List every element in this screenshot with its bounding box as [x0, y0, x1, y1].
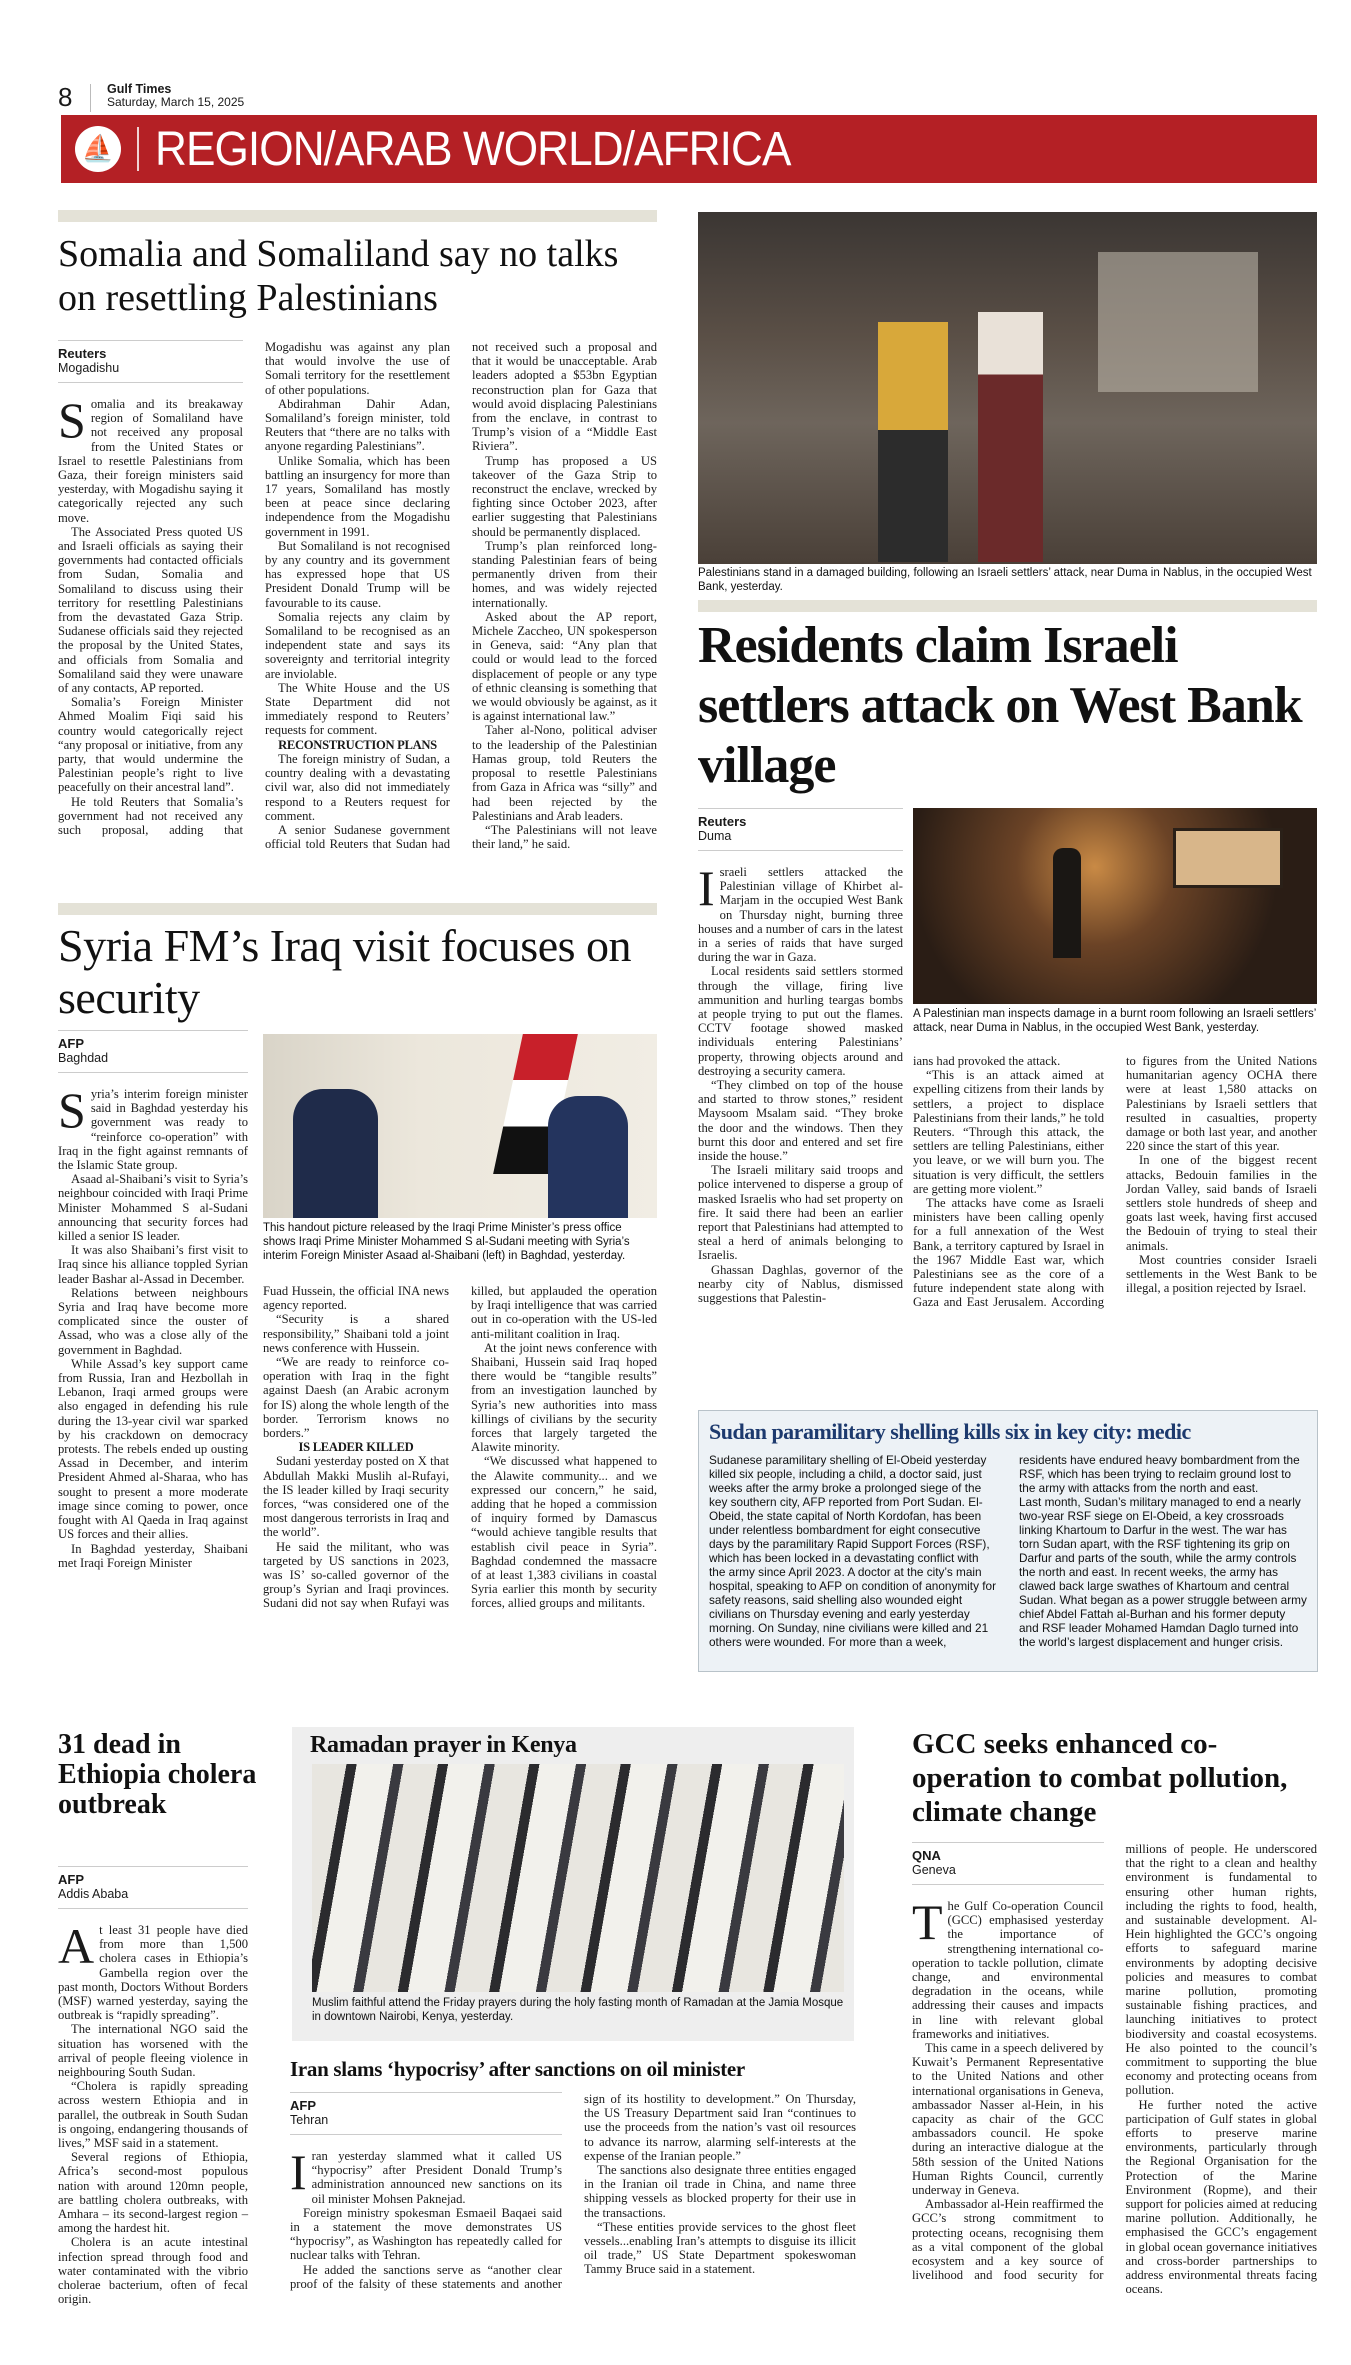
paragraph: “Cholera is rapidly spreading across western Ethiopia and in parallel, the outbreak in South Sudan is ongoing, endangering thousands of lives,” MSF said in a statement. — [58, 2079, 248, 2151]
byline — [912, 1842, 1104, 1885]
article-ethiopia — [58, 1866, 248, 2306]
agency: Reuters — [698, 814, 747, 829]
paragraph: Last month, Sudan’s military managed to end a nearly two-year RSF siege on El-Obeid, a key crossroads linking Khartoum to Darfur in the west. The war has torn Sudan apart, with the RSF tightening its grip on Darfur and parts of the south, while the army controls the north and east. In recent weeks, the army has clawed back large swathes of Khartoum and central Sudan. What began as a power struggle between army chief Abdel Fattah al-Burhan and his former deputy and RSF leader Mohamed Hamdan Daglo turned into the world’s largest displacement and hunger crisis. — [1019, 1495, 1307, 1649]
article-westbank-cols23 — [913, 1054, 1317, 1310]
paragraph: Relations between neighbours Syria and Iraq have become more complicated since the ouster of Assad, who was a close ally of the government in Baghdad. — [58, 1285, 248, 1357]
section-title: REGION/ARAB WORLD/AFRICA — [155, 122, 791, 176]
paragraph: The Gulf Co-operation Council (GCC) emphasised yesterday the importance of strengthening international co-operation to tackle pollution, climate change, and environmental degradation in the oceans, while addressing their causes and impacts in line with relevant global frameworks and initiatives. — [912, 1894, 1104, 2041]
article-somalia — [58, 340, 657, 851]
paragraph: The Israeli military said troops and police intervened to disperse a group of masked Israelis who had set property on fire. It said there had been an earlier report that Palestinians had attempted to steal a herd of animals belonging to Israelis. — [698, 1163, 903, 1263]
divider — [137, 127, 139, 171]
paragraph: At least 31 people have died from more than 1,500 cholera cases in Ethiopia’s Gambella region over the past month, Doctors Without Borders (MSF) warned yesterday, saying the outbreak is “rapidly spreading”. — [58, 1918, 248, 2023]
photo-ramadan-prayer — [312, 1764, 844, 1992]
byline — [58, 1866, 248, 1909]
headline-somalia: Somalia and Somaliland say no talks on resettling Palestinians — [58, 233, 619, 319]
byline — [58, 340, 243, 383]
article-body — [913, 1054, 1317, 1310]
paragraph: But Somaliland is not recognised by any country and its government has expressed hope that US President Donald Trump will be favourable to its cause. — [265, 538, 450, 610]
paragraph: The foreign ministry of Sudan, a country dealing with a devastating civil war, also did not immediately respond to a Reuters request for comment. — [265, 751, 450, 823]
paragraph: Somalia and its breakaway region of Somaliland have not received any proposal from the United States or Israel to resettle Palestinians from Gaza, their foreign ministers said yesterday, with Mogadishu saying it categorically rejected any such move. — [58, 392, 243, 525]
paragraph: He added the sanctions serve as “another clear proof of the falsity of these statements and another sign of its hostility to development.” On Thursday, the US Treasury Department said Iran “continues to use the proceeds from the nation’s vast oil resources to advance its narrow, alarming self-interests at the expense of the Iranian people.” — [290, 2092, 856, 2291]
headline-kenya: Ramadan prayer in Kenya — [310, 1732, 577, 1758]
paragraph: The international NGO said the situation has worsened with the arrival of people fleeing violence in neighbouring South Sudan. — [58, 2022, 248, 2080]
paragraph: Ambassador al-Hein reaffirmed the GCC’s strong commitment to protecting oceans, recognising them as a vital component of the global ecosystem and a key source of livelihood and food security for millions of people. He underscored that the right to a clean and healthy environment is fundamental to ensuring other human rights, including the rights to food, health, and sustainable development. Al-Hein highlighted the GCC’s ongoing efforts to safeguard marine environments by adopting decisive policies and measures to combat marine pollution, promoting sustainable fishing practices, and launching initiatives to protect biodiversity and coastal ecosystems. He also pointed to the council’s commitment to supporting the blue economy and protecting oceans from pollution. — [912, 1842, 1317, 2283]
paragraph: Trump has proposed a US takeover of the Gaza Strip to reconstruct the enclave, wrecked by fighting since October 2023, after earlier suggesting that Palestinians should be permanently displaced. — [472, 453, 657, 539]
article-gcc — [912, 1842, 1317, 2297]
paragraph: “We discussed what happened to the Alawite community... and we expressed our concern,” he said, adding that he hoped a commission of inquiry formed by Damascus “would achieve tangible results that establish civil peace in Syria”. Baghdad condemned the massacre of at least 1,383 civilians in coastal Syria earlier this month by security forces, allied groups and militants. — [471, 1454, 657, 1611]
paragraph: “Security is a shared responsibility,” Shaibani told a joint news conference with Hussein. — [263, 1312, 449, 1355]
paragraph: “These entities provide services to the ghost fleet vessels...enabling Iran’s attempts to disguise its illicit oil trade,” US State Department spokeswoman Tammy Bruce said in a statement. — [584, 2219, 856, 2277]
article-iran — [290, 2092, 856, 2291]
photo-caption: Muslim faithful attend the Friday prayers during the holy fasting month of Ramadan at the Jamia Mosque in downtown Nairobi, Kenya, yesterday. — [312, 1997, 844, 2024]
dhow-boat-icon: ⛵ — [75, 126, 121, 172]
paragraph: The sanctions also designate three entities engaged in the Iranian oil trade in China, and name three shipping vessels as blocked property for their use in the transactions. — [584, 2163, 856, 2220]
paragraph: In one of the biggest recent attacks, Bedouin families in the Jordan Valley, said bands of Israeli settlers stole hundreds of sheep and goats last week, having first accused the Bedouin of trying to steal their animals. — [1126, 1153, 1317, 1253]
paragraph: He said the militant, who was targeted by US sanctions in 2023, was IS’ so-called governor of the group’s Syrian and Iraqi provinces. Sudani did not say when Rufayi was killed, but applauded the operation by Iraqi intelligence that was carried out in co-operation with the US-led anti-militant coalition in Iraq. — [263, 1284, 657, 1611]
article-westbank-col1 — [698, 808, 903, 1305]
paragraph: The attacks have come as Israeli ministers have been calling openly for a full annexation of the West Bank, a territory captured by Israel in the 1967 Middle East war, which Palestinians see as the core of a future independent state along with Gaza and East Jerusalem. According to figures from the United Nations humanitarian agency OCHA there were at least 1,580 attacks on Palestinians by Israeli settlers that resulted in casualties, property damage or both last year, and another 220 since the start of this year. — [913, 1054, 1317, 1310]
dateline: Addis Ababa — [58, 1887, 129, 1901]
publication-info — [107, 83, 244, 109]
dateline: Baghdad — [58, 1051, 109, 1065]
paragraph: Somalia rejects any claim by Somaliland to be recognised as an independent state and says its sovereignty and territorial integrity are inviolable. — [265, 609, 450, 681]
issue-date: Saturday, March 15, 2025 — [107, 95, 245, 109]
page-number: 8 — [58, 82, 73, 112]
publication-name: Gulf Times — [107, 82, 172, 96]
paragraph: Iran yesterday slammed what it called US “hypocrisy” after President Donald Trump’s administration announced new sanctions on its oil minister Mohsen Paknejad. — [290, 2144, 562, 2206]
divider — [58, 210, 657, 222]
agency: AFP — [58, 1872, 84, 1887]
paragraph: A senior Sudanese government official told Reuters that Sudan had not received such a proposal and that it would be unacceptable. Arab leaders adopted a $53bn Egyptian reconstruction plan for Gaza that would avoid displacing Palestinians from the enclave, in contrast to Trump’s vision of a “Middle East Riviera”. — [265, 340, 657, 852]
paragraph: While Assad’s key support came from Russia, Iran and Hezbollah in Lebanon, Iraqi armed groups were also engaged in defending his rule during the 13-year civil war sparked by his crackdown on democracy protests. The rebels ended up ousting Assad in December, and interim President Ahmed al-Sharaa, who has sought to present a more moderate image since coming to power, once fought with Al Qaeda in Iraq against US forces and their allies. — [58, 1356, 248, 1542]
article-body — [58, 1918, 248, 2307]
paragraph: Several regions of Ethiopia, Africa’s second-most populous nation with around 120mn people, are battling cholera outbreaks, with Amhara – its second-largest region – among the hardest hit. — [58, 2150, 248, 2236]
paragraph: “This is an attack aimed at expelling citizens from their lands by settlers, a project to displace Palestinians from their lands,” he told Reuters. “Through this attack, the settlers are telling Palestinians, either you leave, or we will burn you. The situation is very difficult, the settlers are getting more violent.” — [913, 1068, 1104, 1196]
subheading: IS LEADER KILLED — [298, 1440, 414, 1455]
paragraph: Cholera is an acute intestinal infection spread through food and water contaminated with the vibrio cholerae bacterium, often of fecal origin. — [58, 2235, 248, 2307]
agency: AFP — [58, 1036, 84, 1051]
paragraph: Asked about the AP report, Michele Zaccheo, UN spokesperson in Geneva, said: “Any plan that could or would lead to the forced displacement of people or any type of ethnic cleansing is something that we would obviously be against, as it is against international law.” — [472, 609, 657, 724]
photo-damaged-building — [698, 212, 1317, 564]
dateline: Duma — [698, 829, 732, 843]
headline-iran: Iran slams ‘hypocrisy’ after sanctions on oil minister — [290, 2057, 745, 2081]
divider — [58, 903, 657, 915]
paragraph: Foreign ministry spokesman Esmaeil Baqaei said in a statement the move demonstrates US “hypocrisy”, as Washington has repeatedly called for nuclear talks with Tehran. — [290, 2205, 562, 2263]
photo-caption: This handout picture released by the Iraqi Prime Minister’s press office shows Iraqi Prime Minister Mohammed S al-Sudani meeting with Syria’s interim Foreign Minister Asaad al-Shaibani (left) in Baghdad, yesterday. — [263, 1222, 630, 1262]
article-body — [263, 1284, 657, 1611]
headline-ethiopia: 31 dead in Ethiopia cholera outbreak — [58, 1729, 257, 1820]
sudan-brief-box — [698, 1410, 1318, 1672]
byline — [58, 1030, 248, 1073]
dateline: Mogadishu — [58, 361, 120, 375]
paragraph: Fuad Hussein, the official INA news agency reported. — [263, 1284, 449, 1313]
paragraph: He further noted the active participation of Gulf states in global efforts to preserve marine environments, particularly through the Regional Organisation for the Protection of the Marine Environment (Ropme), and their support for policies aimed at reducing marine pollution. Additionally, he emphasised the GCC’s engagement in global ocean governance initiatives and cross-border partnerships to address environmental threats facing oceans. — [1125, 2097, 1317, 2297]
section-banner — [61, 115, 1317, 183]
subheading: RECONSTRUCTION PLANS — [278, 737, 437, 752]
paragraph: He told Reuters that Somalia’s government had not received any such proposal, adding that Mogadishu was against any plan that would involve the use of Somali territory for the resettlement of other populations. — [58, 340, 450, 838]
headline-sudan: Sudan paramilitary shelling kills six in key city: medic — [709, 1419, 1191, 1444]
paragraph: This came in a speech delivered by Kuwait’s Permanent Representative to the United Nations and other international organisations in Geneva, ambassador Nasser al-Hein, in his capacity as chair of the GCC ambassadors council. He spoke during an interactive dialogue at the 58th session of the United Nations Human Rights Council, currently underway in Geneva. — [912, 2041, 1104, 2198]
photo-caption: Palestinians stand in a damaged building, following an Israeli settlers’ attack, near Duma in Nablus, in the occupied West Bank, yesterday. — [698, 567, 1312, 593]
agency: AFP — [290, 2098, 316, 2113]
dateline: Tehran — [290, 2113, 329, 2127]
paragraph: Unlike Somalia, which has been battling an insurgency for more than 17 years, Somaliland has mostly been at peace since declaring independence from the Mogadishu government in 1991. — [265, 453, 450, 539]
article-body — [698, 860, 903, 1306]
paragraph: Ghassan Daghlas, governor of the nearby city of Nablus, dismissed suggestions that Palestin- — [698, 1262, 903, 1306]
paragraph: Asaad al-Shaibani’s visit to Syria’s neighbour coincided with Iraqi Prime Minister Mohammed S al-Sudani announcing that security forces had killed a senior IS leader. — [58, 1172, 248, 1244]
paragraph: Israeli settlers attacked the Palestinian village of Khirbet al-Marjam in the occupied West Bank on Thursday night, burning three houses and a number of cars in the latest in a series of raids that have surged during the war in Gaza. — [698, 860, 903, 965]
paragraph: At the joint news conference with Shaibani, Hussein said Iraq hoped there would be “tangible results” from an investigation launched by Syria’s new authorities into mass killings of civilians by the security forces that largely targeted the Alawite minority. — [471, 1340, 657, 1455]
photo-caption: A Palestinian man inspects damage in a burnt room following an Israeli settlers’ attack, near Duma in Nablus, in the occupied West Bank, yesterday. — [913, 1008, 1316, 1034]
agency: QNA — [912, 1848, 941, 1863]
dateline: Geneva — [912, 1863, 956, 1877]
headline-westbank: Residents claim Israeli settlers attack on West Bank village — [698, 617, 1302, 794]
article-body — [58, 340, 657, 851]
kenya-photo-feature — [292, 1727, 854, 2041]
paragraph: Abdirahman Dahir Adan, Somaliland’s foreign minister, told Reuters that “there are no talks with anyone regarding Palestinians”. — [265, 396, 450, 454]
paragraph: “The Palestinians will not leave their land,” he said. — [472, 822, 657, 852]
paragraph: ians had provoked the attack. — [913, 1054, 1061, 1068]
divider — [90, 84, 91, 112]
photo-burnt-room — [913, 808, 1317, 1004]
paragraph: Local residents said settlers stormed through the village, firing live ammunition and hurling teargas bombs at people trying to put out the flames. CCTV footage showed masked individuals entering Palestinians’ property, throwing objects around and destroying a security camera. — [698, 964, 903, 1078]
article-body — [912, 1842, 1317, 2297]
byline — [698, 808, 903, 851]
agency: Reuters — [58, 346, 107, 361]
paragraph: The Associated Press quoted US and Israeli officials as saying their governments had contacted officials from Sudan, Somalia and Somaliland to discuss using their territory for resettling Palestinians from the devastated Gaza Strip. Sudanese officials said they rejected the proposal by the United States, and officials from Somalia and Somaliland said they were unaware of any contacts, AP reported. — [58, 524, 243, 696]
headline-gcc: GCC seeks enhanced co-operation to combat pollution, climate change — [912, 1728, 1288, 1828]
paragraph: Sudani yesterday posted on X that Abdullah Makki Muslih al-Rufayi, the IS leader killed by Iraqi security forces, “was considered one of the most dangerous terrorists in Iraq and the world”. — [263, 1454, 449, 1540]
paragraph: Taher al-Nono, political adviser to the leadership of the Palestinian Hamas group, told Reuters the proposal to resettle Palestinians from Gaza in Africa was “silly” and had been rejected by the Palestinians and Arab leaders. — [472, 723, 657, 823]
paragraph: Syria’s interim foreign minister said in Baghdad yesterday his government was ready to “reinforce co-operation” with Iraq in the fight against remnants of the Islamic State group. — [58, 1082, 248, 1173]
headline-syria: Syria FM’s Iraq visit focuses on security — [58, 920, 632, 1023]
article-syria-col1 — [58, 1030, 248, 1570]
paragraph: It was also Shaibani’s first visit to Iraq since his alliance toppled Syrian leader Bashar al-Assad in December. — [58, 1243, 248, 1286]
photo-iraq-meeting — [263, 1034, 657, 1218]
paragraph: Most countries consider Israeli settlements in the West Bank to be illegal, a position rejected by Israel. — [1126, 1252, 1317, 1296]
paragraph: “They climbed on top of the house and started to throw stones,” resident Maysoom Msalam said. “They broke the door and the windows. Then they burnt this door and entered and set fire inside the house.” — [698, 1078, 903, 1164]
paragraph: In Baghdad yesterday, Shaibani met Iraqi Foreign Minister — [58, 1541, 248, 1570]
article-syria-cols23 — [263, 1284, 657, 1611]
divider — [698, 600, 1317, 612]
article-body — [709, 1453, 1307, 1649]
paragraph: Sudanese paramilitary shelling of El-Obeid yesterday killed six people, including a child, a doctor said, just weeks after the army broke a prolonged siege of the key southern city, AFP reported from Port Sudan. El-Obeid, the state capital of North Kordofan, has been under relentless bombardment for eight consecutive days by the paramilitary Rapid Support Forces (RSF), which has been locked in a devastating conflict with the army since April 2023. A doctor at the city’s main hospital, speaking to AFP on condition of anonymity for safety reasons, said shelling also wounded eight civilians on Thursday evening and early yesterday morning. On Sunday, nine civilians were killed and 21 others were wounded. For more than a week, residents have endured heavy bombardment from the RSF, which has been trying to reclaim ground lost to the army with attacks from the north and east. — [709, 1453, 1300, 1649]
paragraph: “We are ready to reinforce co-operation with Iraq in the fight against Daesh (an Arabic acronym for IS) along the whole length of the border. Terrorism knows no borders.” — [263, 1355, 449, 1441]
paragraph: The White House and the US State Department did not immediately respond to Reuters’ requests for comment. — [265, 680, 450, 738]
paragraph: Trump’s plan reinforced long-standing Palestinian fears of being permanently driven from their homes, and was widely rejected internationally. — [472, 538, 657, 610]
byline — [290, 2092, 562, 2135]
paragraph: Somalia’s Foreign Minister Ahmed Moalim Fiqi said his country would categorically reject “any proposal or initiative, from any party, that would undermine the Palestinian people’s right to live peacefully on their ancestral land”. — [58, 695, 243, 795]
article-body — [58, 1082, 248, 1570]
